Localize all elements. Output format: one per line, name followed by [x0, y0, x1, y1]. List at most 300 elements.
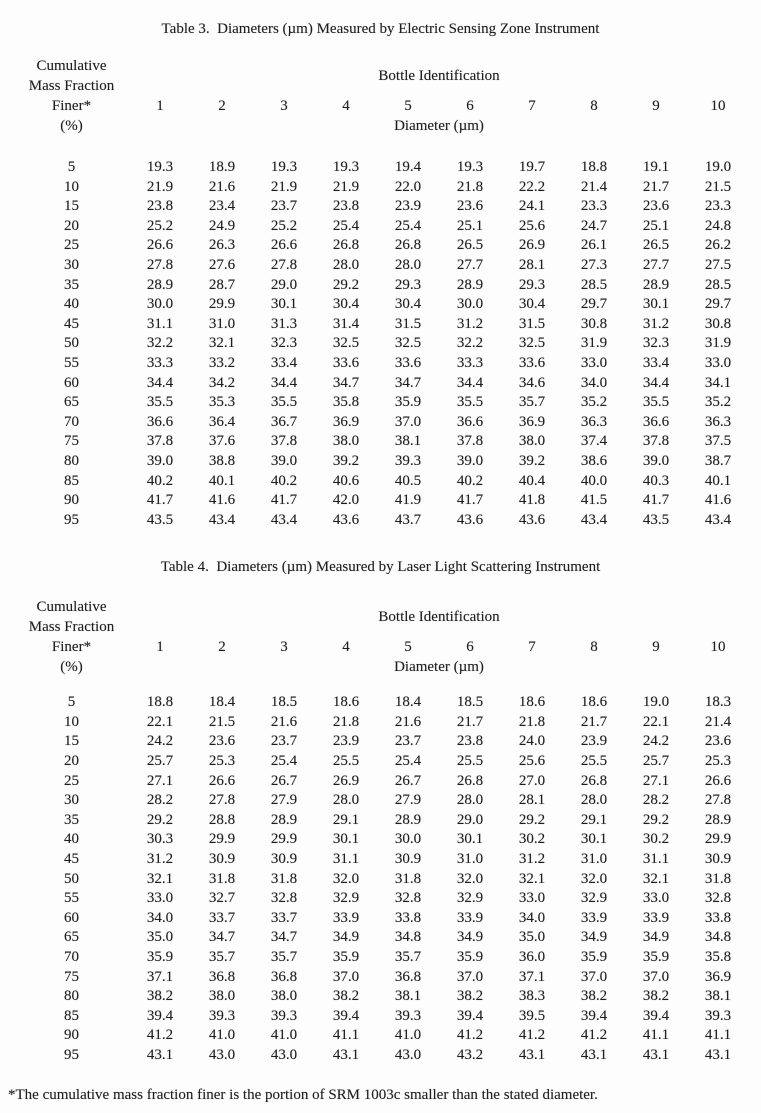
- diameter-value: 31.5: [394, 315, 422, 332]
- table3-stub-header: [14, 56, 129, 136]
- diameter-value: 43.1: [642, 1046, 670, 1063]
- bottle-column-header: 9: [652, 98, 660, 114]
- diameter-value: 29.2: [642, 811, 670, 828]
- mass-fraction-value: 85: [64, 1007, 79, 1024]
- bottle-column-header: 6: [466, 639, 474, 656]
- diameter-value: 35.8: [704, 949, 732, 965]
- diameter-value: 32.9: [332, 890, 360, 907]
- table-row: [14, 1046, 761, 1066]
- diameter-value: 31.4: [332, 315, 360, 332]
- mass-fraction-value: 5: [67, 159, 76, 175]
- diameter-value: 36.9: [704, 968, 732, 985]
- diameter-value: 35.9: [394, 394, 422, 411]
- mass-fraction-value: 70: [64, 949, 79, 965]
- diameter-value: 27.7: [456, 256, 484, 273]
- diameter-value: 36.7: [270, 413, 298, 430]
- table-row: [14, 830, 761, 850]
- table-row: [14, 791, 761, 811]
- diameter-value: 31.2: [456, 315, 484, 332]
- mass-fraction-value: 60: [64, 909, 79, 926]
- diameter-value: 29.2: [332, 276, 360, 293]
- diameter-value: 25.3: [704, 753, 732, 770]
- diameter-value: 21.8: [456, 178, 484, 195]
- diameter-value: 41.0: [208, 1027, 236, 1044]
- diameter-value: 34.0: [146, 909, 174, 926]
- diameter-value: 33.9: [580, 909, 608, 926]
- diameter-value: 38.2: [456, 988, 484, 1005]
- mass-fraction-value: 45: [64, 315, 79, 332]
- diameter-value: 27.8: [208, 792, 236, 809]
- diameter-value: 23.6: [704, 733, 732, 750]
- diameter-value: 19.1: [642, 159, 670, 175]
- diameter-value: 27.8: [146, 256, 174, 273]
- diameter-value: 23.3: [580, 198, 608, 215]
- diameter-value: 25.1: [642, 217, 670, 234]
- diameter-value: 21.4: [704, 713, 732, 730]
- diameter-value: 30.4: [518, 296, 546, 313]
- stub-line: (%): [60, 118, 83, 134]
- diameter-value: 38.2: [146, 988, 174, 1005]
- diameter-unit-label: Diameter (µm): [394, 659, 484, 676]
- table-row: [14, 236, 761, 256]
- diameter-value: 39.0: [456, 452, 484, 469]
- diameter-value: 39.2: [332, 452, 360, 469]
- diameter-value: 32.8: [270, 890, 298, 907]
- stub-line: Cumulative: [36, 58, 107, 74]
- diameter-value: 23.9: [332, 733, 360, 750]
- bottle-column-header: 8: [590, 639, 598, 656]
- diameter-value: 28.0: [332, 256, 360, 273]
- bottle-column-header: 2: [218, 639, 226, 656]
- diameter-value: 31.5: [518, 315, 546, 332]
- table4-header: [14, 597, 761, 677]
- diameter-value: 35.5: [456, 394, 484, 411]
- diameter-value: 21.6: [270, 713, 298, 730]
- mass-fraction-value: 15: [64, 733, 79, 750]
- diameter-value: 21.6: [394, 713, 422, 730]
- table-row: [14, 870, 761, 890]
- diameter-value: 33.3: [456, 354, 484, 371]
- diameter-value: 38.1: [394, 988, 422, 1005]
- diameter-value: 32.2: [456, 335, 484, 352]
- diameter-value: 36.3: [580, 413, 608, 430]
- table-row: [14, 968, 761, 988]
- diameter-value: 34.9: [580, 929, 608, 946]
- diameter-value: 32.8: [704, 890, 732, 907]
- diameter-value: 32.1: [208, 335, 236, 352]
- diameter-value: 31.2: [146, 851, 174, 868]
- bottle-column-header: 4: [342, 98, 350, 114]
- diameter-value: 43.1: [518, 1046, 546, 1063]
- diameter-value: 28.1: [518, 256, 546, 273]
- diameter-value: 41.2: [456, 1027, 484, 1044]
- table-row: [14, 256, 761, 276]
- diameter-value: 31.2: [518, 851, 546, 868]
- diameter-value: 28.0: [580, 792, 608, 809]
- diameter-value: 26.6: [704, 772, 732, 789]
- diameter-value: 35.2: [704, 394, 732, 411]
- diameter-value: 28.9: [146, 276, 174, 293]
- diameter-value: 29.2: [146, 811, 174, 828]
- diameter-value: 35.9: [642, 949, 670, 965]
- bottle-column-header: 7: [528, 639, 536, 656]
- table-row: [14, 1007, 761, 1027]
- bottle-column-header: 8: [590, 98, 598, 114]
- diameter-value: 33.8: [394, 909, 422, 926]
- diameter-value: 30.1: [270, 296, 298, 313]
- diameter-value: 39.3: [704, 1007, 732, 1024]
- diameter-value: 37.1: [518, 968, 546, 985]
- diameter-value: 39.5: [518, 1007, 546, 1024]
- diameter-value: 38.7: [704, 452, 732, 469]
- diameter-value: 35.9: [580, 949, 608, 965]
- diameter-value: 38.0: [518, 433, 546, 450]
- diameter-value: 25.6: [518, 217, 546, 234]
- diameter-value: 19.0: [704, 159, 732, 175]
- diameter-value: 34.4: [456, 374, 484, 391]
- diameter-value: 19.7: [518, 159, 546, 175]
- diameter-value: 31.8: [704, 870, 732, 887]
- table-row: [14, 178, 761, 198]
- diameter-value: 21.5: [208, 713, 236, 730]
- mass-fraction-value: 40: [64, 831, 79, 848]
- table-row: [14, 491, 761, 511]
- diameter-value: 32.9: [456, 890, 484, 907]
- diameter-value: 37.0: [580, 968, 608, 985]
- table-row: [14, 197, 761, 217]
- diameter-value: 29.0: [456, 811, 484, 828]
- diameter-value: 43.6: [518, 511, 546, 528]
- diameter-value: 31.9: [704, 335, 732, 352]
- diameter-value: 18.8: [146, 694, 174, 711]
- diameter-value: 35.5: [642, 394, 670, 411]
- diameter-value: 37.8: [146, 433, 174, 450]
- diameter-value: 40.1: [704, 472, 732, 489]
- diameter-value: 30.9: [208, 851, 236, 868]
- diameter-value: 30.1: [332, 831, 360, 848]
- bottle-column-header: 10: [710, 639, 726, 656]
- diameter-value: 18.8: [580, 159, 608, 175]
- diameter-value: 21.4: [580, 178, 608, 195]
- diameter-value: 26.5: [456, 237, 484, 254]
- bottle-column-header: 3: [280, 639, 288, 656]
- diameter-value: 37.0: [394, 413, 422, 430]
- diameter-value: 19.3: [456, 159, 484, 175]
- diameter-value: 34.4: [146, 374, 174, 391]
- diameter-value: 39.0: [642, 452, 670, 469]
- diameter-value: 36.8: [270, 968, 298, 985]
- diameter-value: 28.0: [456, 792, 484, 809]
- diameter-value: 23.8: [146, 198, 174, 215]
- mass-fraction-value: 35: [64, 811, 79, 828]
- stub-line: Mass Fraction: [28, 619, 115, 636]
- diameter-value: 34.8: [394, 929, 422, 946]
- diameter-value: 32.0: [332, 870, 360, 887]
- diameter-value: 30.1: [456, 831, 484, 848]
- diameter-value: 29.3: [394, 276, 422, 293]
- diameter-value: 39.4: [580, 1007, 608, 1024]
- diameter-value: 25.4: [394, 753, 422, 770]
- diameter-value: 33.0: [704, 354, 732, 371]
- diameter-value: 33.0: [580, 354, 608, 371]
- diameter-value: 30.0: [146, 296, 174, 313]
- mass-fraction-value: 50: [64, 335, 79, 352]
- diameter-value: 39.0: [146, 452, 174, 469]
- diameter-value: 43.1: [704, 1046, 732, 1063]
- diameter-value: 33.6: [332, 354, 360, 371]
- diameter-value: 23.6: [642, 198, 670, 215]
- table-row: [14, 374, 761, 394]
- diameter-value: 35.0: [518, 929, 546, 946]
- diameter-value: 29.7: [580, 296, 608, 313]
- table4-title: Table 4. Diameters (µm) Measured by Laser Light Scattering Instrument: [160, 559, 601, 576]
- diameter-value: 26.5: [642, 237, 670, 254]
- mass-fraction-value: 20: [64, 217, 79, 234]
- diameter-value: 34.7: [394, 374, 422, 391]
- diameter-value: 23.7: [270, 198, 298, 215]
- diameter-value: 35.9: [332, 949, 360, 965]
- table-row: [14, 315, 761, 335]
- diameter-value: 40.5: [394, 472, 422, 489]
- diameter-value: 31.8: [270, 870, 298, 887]
- diameter-value: 38.0: [208, 988, 236, 1005]
- mass-fraction-value: 80: [64, 988, 79, 1005]
- mass-fraction-value: 90: [64, 1027, 79, 1044]
- diameter-value: 21.9: [146, 178, 174, 195]
- diameter-value: 43.6: [456, 511, 484, 528]
- diameter-value: 25.7: [146, 753, 174, 770]
- diameter-value: 41.6: [704, 492, 732, 509]
- diameter-value: 28.0: [332, 792, 360, 809]
- diameter-value: 38.2: [642, 988, 670, 1005]
- diameter-value: 29.9: [208, 296, 236, 313]
- diameter-value: 30.0: [394, 831, 422, 848]
- table-row: [14, 393, 761, 413]
- diameter-value: 28.7: [208, 276, 236, 293]
- diameter-value: 39.3: [208, 1007, 236, 1024]
- diameter-value: 35.7: [270, 949, 298, 965]
- diameter-value: 43.4: [270, 511, 298, 528]
- diameter-value: 23.6: [456, 198, 484, 215]
- mass-fraction-value: 30: [64, 792, 79, 809]
- diameter-value: 32.1: [146, 870, 174, 887]
- diameter-value: 31.1: [332, 851, 360, 868]
- diameter-value: 31.8: [208, 870, 236, 887]
- diameter-value: 39.3: [394, 1007, 422, 1024]
- diameter-value: 39.4: [642, 1007, 670, 1024]
- diameter-value: 19.3: [332, 159, 360, 175]
- mass-fraction-value: 50: [64, 870, 79, 887]
- diameter-value: 34.0: [518, 909, 546, 926]
- bottle-column-header: 7: [528, 98, 536, 114]
- table-row: [14, 811, 761, 831]
- diameter-value: 33.4: [642, 354, 670, 371]
- diameter-value: 37.5: [704, 433, 732, 450]
- table-row: [14, 1026, 761, 1046]
- diameter-value: 30.9: [270, 851, 298, 868]
- diameter-value: 26.6: [208, 772, 236, 789]
- diameter-value: 31.2: [642, 315, 670, 332]
- diameter-value: 28.2: [642, 792, 670, 809]
- diameter-value: 33.9: [642, 909, 670, 926]
- table-row: [14, 850, 761, 870]
- diameter-value: 29.1: [580, 811, 608, 828]
- diameter-value: 43.0: [208, 1046, 236, 1063]
- diameter-value: 41.0: [394, 1027, 422, 1044]
- diameter-value: 27.1: [642, 772, 670, 789]
- diameter-value: 25.2: [270, 217, 298, 234]
- diameter-value: 35.7: [518, 394, 546, 411]
- diameter-value: 38.6: [580, 452, 608, 469]
- bottle-column-header: 1: [156, 98, 164, 114]
- diameter-value: 36.9: [332, 413, 360, 430]
- bottle-column-header: 1: [156, 639, 164, 656]
- diameter-value: 33.6: [518, 354, 546, 371]
- diameter-value: 31.0: [456, 851, 484, 868]
- mass-fraction-value: 80: [64, 452, 79, 469]
- bottle-identification-label: Bottle Identification: [378, 609, 500, 626]
- diameter-value: 34.7: [208, 929, 236, 946]
- mass-fraction-value: 15: [64, 198, 79, 215]
- table-row: [14, 928, 761, 948]
- diameter-value: 41.7: [456, 492, 484, 509]
- diameter-value: 38.1: [394, 433, 422, 450]
- diameter-value: 37.1: [146, 968, 174, 985]
- mass-fraction-value: 40: [64, 296, 79, 313]
- table-row: [14, 158, 761, 178]
- diameter-value: 18.6: [518, 694, 546, 711]
- mass-fraction-value: 30: [64, 256, 79, 273]
- diameter-value: 40.2: [146, 472, 174, 489]
- mass-fraction-value: 85: [64, 472, 79, 489]
- diameter-value: 24.0: [518, 733, 546, 750]
- diameter-value: 32.1: [518, 870, 546, 887]
- table-row: [14, 511, 761, 531]
- diameter-value: 23.9: [580, 733, 608, 750]
- diameter-value: 23.6: [208, 733, 236, 750]
- diameter-value: 40.3: [642, 472, 670, 489]
- footnote: *The cumulative mass fraction finer is the portion of SRM 1003c smaller than the stated diameter.: [8, 1086, 598, 1103]
- stub-line: Finer*: [51, 98, 92, 114]
- mass-fraction-value: 5: [67, 694, 76, 711]
- diameter-value: 30.2: [642, 831, 670, 848]
- diameter-value: 35.9: [146, 949, 174, 965]
- diameter-value: 28.9: [456, 276, 484, 293]
- diameter-value: 35.5: [270, 394, 298, 411]
- table-row: [14, 472, 761, 492]
- bottle-column-header: 3: [280, 98, 288, 114]
- diameter-value: 21.7: [580, 713, 608, 730]
- diameter-value: 32.9: [580, 890, 608, 907]
- bottle-column-header: 4: [342, 639, 350, 656]
- diameter-value: 24.1: [518, 198, 546, 215]
- diameter-value: 33.7: [208, 909, 236, 926]
- diameter-value: 35.9: [456, 949, 484, 965]
- table3-columns-header: [129, 56, 749, 136]
- mass-fraction-value: 55: [64, 354, 79, 371]
- diameter-value: 33.0: [146, 890, 174, 907]
- diameter-value: 37.0: [456, 968, 484, 985]
- diameter-value: 35.5: [146, 394, 174, 411]
- diameter-value: 25.3: [208, 753, 236, 770]
- diameter-value: 26.9: [518, 237, 546, 254]
- diameter-value: 28.9: [704, 811, 732, 828]
- mass-fraction-value: 65: [64, 929, 79, 946]
- stub-line: Finer*: [51, 639, 92, 656]
- diameter-value: 43.0: [394, 1046, 422, 1063]
- diameter-value: 29.9: [208, 831, 236, 848]
- diameter-value: 34.4: [642, 374, 670, 391]
- diameter-value: 35.0: [146, 929, 174, 946]
- diameter-value: 29.2: [518, 811, 546, 828]
- stub-line: (%): [60, 659, 83, 676]
- diameter-value: 37.0: [642, 968, 670, 985]
- diameter-value: 18.6: [332, 694, 360, 711]
- diameter-value: 19.0: [642, 694, 670, 711]
- table-row: [14, 217, 761, 237]
- table3-section: [0, 20, 761, 530]
- diameter-value: 38.1: [704, 988, 732, 1005]
- diameter-value: 19.3: [270, 159, 298, 175]
- bottle-column-header: 2: [218, 98, 226, 114]
- diameter-value: 19.4: [394, 159, 422, 175]
- diameter-value: 35.8: [332, 394, 360, 411]
- diameter-value: 30.0: [456, 296, 484, 313]
- diameter-value: 25.5: [580, 753, 608, 770]
- diameter-value: 22.0: [394, 178, 422, 195]
- diameter-value: 34.4: [270, 374, 298, 391]
- diameter-value: 32.0: [456, 870, 484, 887]
- diameter-value: 24.9: [208, 217, 236, 234]
- diameter-value: 18.6: [580, 694, 608, 711]
- diameter-value: 25.4: [270, 753, 298, 770]
- diameter-value: 24.2: [642, 733, 670, 750]
- diameter-value: 23.7: [394, 733, 422, 750]
- diameter-value: 28.1: [518, 792, 546, 809]
- diameter-value: 34.7: [270, 929, 298, 946]
- diameter-value: 25.4: [394, 217, 422, 234]
- diameter-value: 29.9: [704, 831, 732, 848]
- diameter-value: 21.8: [332, 713, 360, 730]
- mass-fraction-value: 10: [64, 178, 79, 195]
- diameter-value: 26.3: [208, 237, 236, 254]
- diameter-value: 35.7: [208, 949, 236, 965]
- diameter-value: 18.5: [456, 694, 484, 711]
- diameter-value: 32.3: [270, 335, 298, 352]
- diameter-value: 40.0: [580, 472, 608, 489]
- diameter-value: 37.8: [270, 433, 298, 450]
- diameter-value: 29.1: [332, 811, 360, 828]
- table-row: [14, 713, 761, 733]
- diameter-value: 39.4: [146, 1007, 174, 1024]
- mass-fraction-value: 25: [64, 237, 79, 254]
- diameter-value: 18.4: [394, 694, 422, 711]
- diameter-value: 33.0: [518, 890, 546, 907]
- diameter-value: 41.7: [146, 492, 174, 509]
- diameter-value: 25.7: [642, 753, 670, 770]
- diameter-value: 39.3: [394, 452, 422, 469]
- mass-fraction-value: 35: [64, 276, 79, 293]
- diameter-value: 22.1: [642, 713, 670, 730]
- diameter-value: 24.2: [146, 733, 174, 750]
- diameter-value: 35.7: [394, 949, 422, 965]
- diameter-value: 38.2: [580, 988, 608, 1005]
- diameter-value: 28.5: [580, 276, 608, 293]
- diameter-value: 33.3: [146, 354, 174, 371]
- diameter-value: 35.3: [208, 394, 236, 411]
- diameter-value: 28.5: [704, 276, 732, 293]
- table-row: [14, 432, 761, 452]
